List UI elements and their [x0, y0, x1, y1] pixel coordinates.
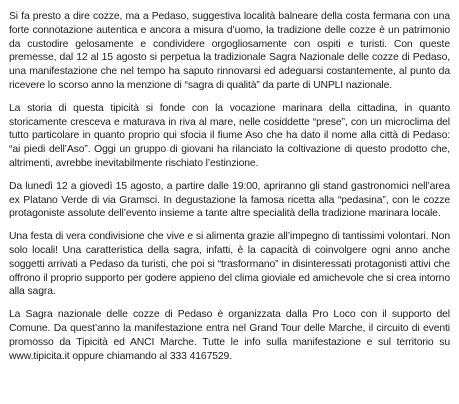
paragraph-dates: Da lunedì 12 a giovedì 15 agosto, a partire dalle 19:00, apriranno gli stand gastronomici nell’area ex Platano Verde di via Gramsci. In degustazione la famosa ricetta alla “pedasina”, con le cozze protagoniste assolute dell’evento insieme a tante altre specialità della tradizione marinara locale. — [9, 180, 450, 220]
paragraph-organization: La Sagra nazionale delle cozze di Pedaso è organizzata dalla Pro Loco con il supporto del Comune. Da quest’anno la manifestazione entra nel Grand Tour delle Marche, il circuito di eventi promosso da Tipicità ed ANCI Marche. Tutte le info sulla manifestazione e sul territorio su www.tipicita.it oppure chiamando al 333 4167529. — [9, 309, 450, 362]
paragraph-intro: Si fa presto a dire cozze, ma a Pedaso, suggestiva località balneare della costa fermana con una forte connotazione autentica e ancora a misura d’uomo, la tradizione delle cozze è un patrimonio da custodire gelosamente e condividere orgogliosamente con ospiti e turisti. Con queste premesse, dal 12 al 15 agosto si perpetua la tradizionale Sagra Nazionale delle cozze di Pedaso, una manifestazione che nel tempo ha saputo rinnovarsi ed adeguarsi costantemente, al punto da ricevere lo scorso anno la menzione di “sagra di qualità” da parte di UNPLI nazionale. — [9, 11, 450, 91]
paragraph-volunteers: Una festa di vera condivisione che vive e si alimenta grazie all’impegno di tantissimi volontari. Non solo locali! Una caratteristica della sagra, infatti, è la capacità di coinvolgere ogni anno anche soggetti arrivati a Pedaso da turisti, che poi si “trasformano” in disinteressati protagonisti attivi che offrono il proprio supporto per godere appieno del clima gioviale ed amichevole che si crea intorno alla sagra. — [9, 231, 450, 298]
paragraph-history: La storia di questa tipicità si fonde con la vocazione marinara della cittadina, in quanto storicamente cresceva e maturava in riva al mare, nelle cosiddette “prese”, con un microclima del tutto particolare in quanto proprio qui sfocia il fiume Aso che ha dato il nome alla città di Pedaso: “ai piedi dell’Aso”. Oggi un gruppo di giovani ha rilanciato la coltivazione di questo prodotto che, altrimenti, avrebbe inevitabilmente rischiato l’estinzione. — [9, 102, 450, 169]
